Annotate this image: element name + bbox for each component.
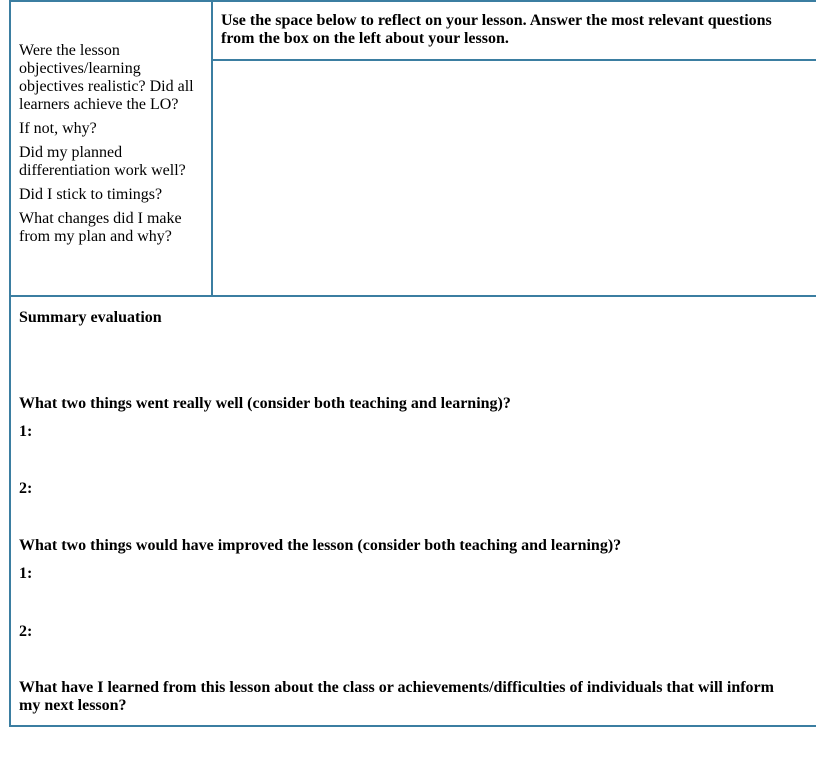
improve-item-2: 2: (19, 623, 33, 640)
reflection-instruction: Use the space below to reflect on your lesson. Answer the most relevant questions from the box on the left about your lesson. (213, 2, 816, 61)
improve-question: What two things would have improved the lesson (consider both teaching and learning)? (19, 537, 622, 554)
question-if-not-why: If not, why? (19, 120, 97, 137)
question-timings: Did I stick to timings? (19, 186, 163, 203)
reflection-table (9, 0, 816, 297)
reflection-questions-column (11, 2, 213, 295)
question-changes: What changes did I make from my plan and why? (19, 210, 182, 245)
summary-title: Summary evaluation (19, 309, 162, 326)
question-differentiation: Did my planned differentiation work well? (19, 144, 186, 179)
improve-item-1: 1: (19, 565, 33, 582)
went-well-question: What two things went really well (consider both teaching and learning)? (19, 395, 511, 412)
learned-question: What have I learned from this lesson about the class or achievements/difficulties of individuals that will inform my next lesson? (19, 679, 774, 714)
went-well-item-2: 2: (19, 480, 33, 497)
summary-evaluation-section (9, 297, 816, 727)
question-objectives: Were the lesson objectives/learning objectives realistic? Did all learners achieve the LO? (19, 42, 194, 113)
went-well-item-1: 1: (19, 423, 33, 440)
reflection-answer-space[interactable] (213, 61, 816, 295)
